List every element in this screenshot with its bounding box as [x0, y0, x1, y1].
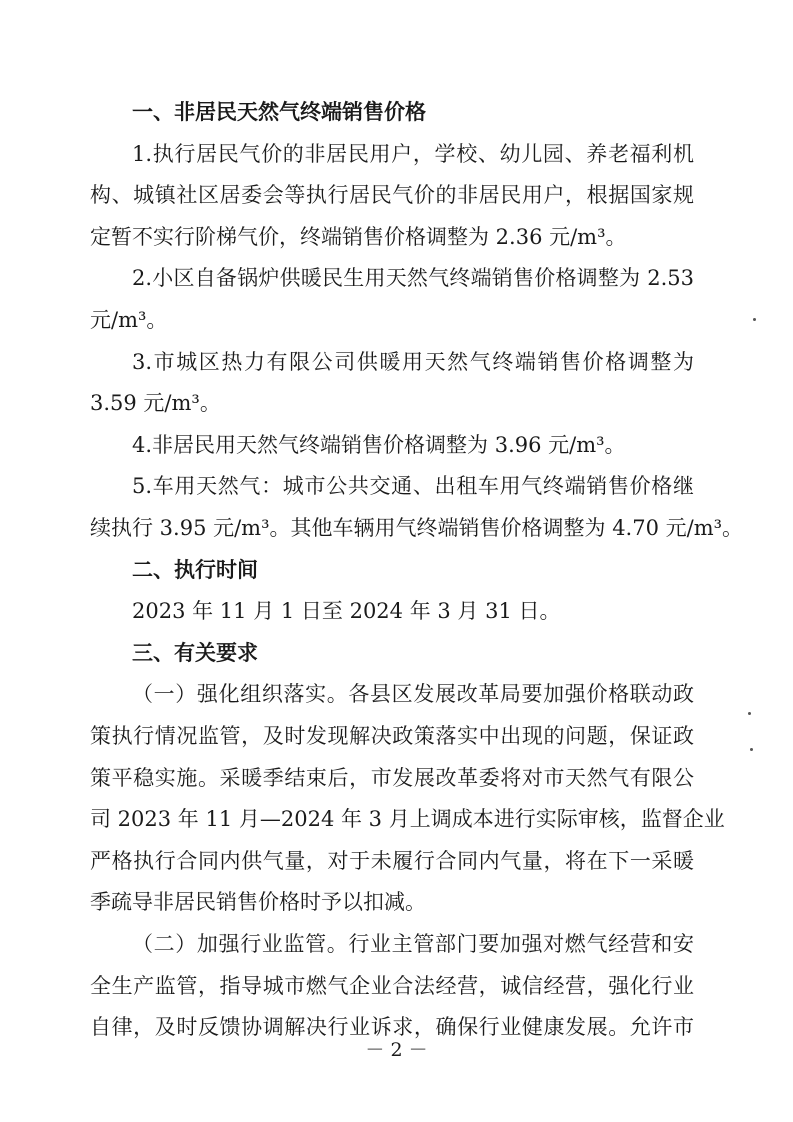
page-number: － 2 － [365, 1039, 428, 1061]
scan-speck [753, 318, 756, 321]
scan-speck [750, 748, 753, 751]
paragraph-line: （一）强化组织落实。各县区发展改革局要加强价格联动政 [132, 682, 694, 707]
section-heading-2: 二、执行时间 [132, 557, 258, 582]
paragraph-line: 元/m³。 [90, 308, 168, 332]
paragraph-line: 3.59 元/m³。 [90, 391, 221, 416]
paragraph-line: 司 2023 年 11 月—2024 年 3 月上调成本进行实际审核，监督企业 [90, 807, 725, 832]
paragraph-line: 3.市城区热力有限公司供暖用天然气终端销售价格调整为 [132, 349, 694, 374]
paragraph-line: 定暂不实行阶梯气价，终端销售价格调整为 2.36 元/m³。 [90, 224, 627, 249]
paragraph-line: 全生产监管，指导城市燃气企业合法经营，诚信经营，强化行业 [90, 973, 694, 998]
paragraph-line: 5.车用天然气：城市公共交通、出租车用气终端销售价格继 [132, 474, 694, 499]
paragraph-line: 策平稳实施。采暖季结束后，市发展改革委将对市天然气有限公 [90, 765, 694, 790]
paragraph-line: 季疏导非居民销售价格时予以扣减。 [90, 890, 426, 915]
paragraph-line: 续执行 3.95 元/m³。其他车辆用气终端销售价格调整为 4.70 元/m³。 [90, 516, 744, 540]
paragraph-line: 1.执行居民气价的非居民用户，学校、幼儿园、养老福利机 [132, 141, 694, 166]
section-heading-1: 一、非居民天然气终端销售价格 [132, 100, 426, 124]
paragraph-line: （二）加强行业监管。行业主管部门要加强对燃气经营和安 [132, 932, 694, 956]
paragraph-line: 4.非居民用天然气终端销售价格调整为 3.96 元/m³。 [132, 432, 626, 457]
paragraph-line: 严格执行合同内供气量，对于未履行合同内气量，将在下一采暖 [90, 848, 694, 873]
paragraph-line: 2023 年 11 月 1 日至 2024 年 3 月 31 日。 [132, 599, 561, 624]
section-heading-3: 三、有关要求 [132, 640, 258, 665]
paragraph-line: 构、城镇社区居委会等执行居民气价的非居民用户，根据国家规 [90, 183, 694, 208]
paragraph-line: 自律，及时反馈协调解决行业诉求，确保行业健康发展。允许市 [90, 1015, 694, 1040]
scan-speck [748, 712, 751, 715]
paragraph-line: 2.小区自备锅炉供暖民生用天然气终端销售价格调整为 2.53 [132, 266, 694, 291]
paragraph-line: 策执行情况监管，及时发现解决政策落实中出现的问题，保证政 [90, 724, 694, 748]
